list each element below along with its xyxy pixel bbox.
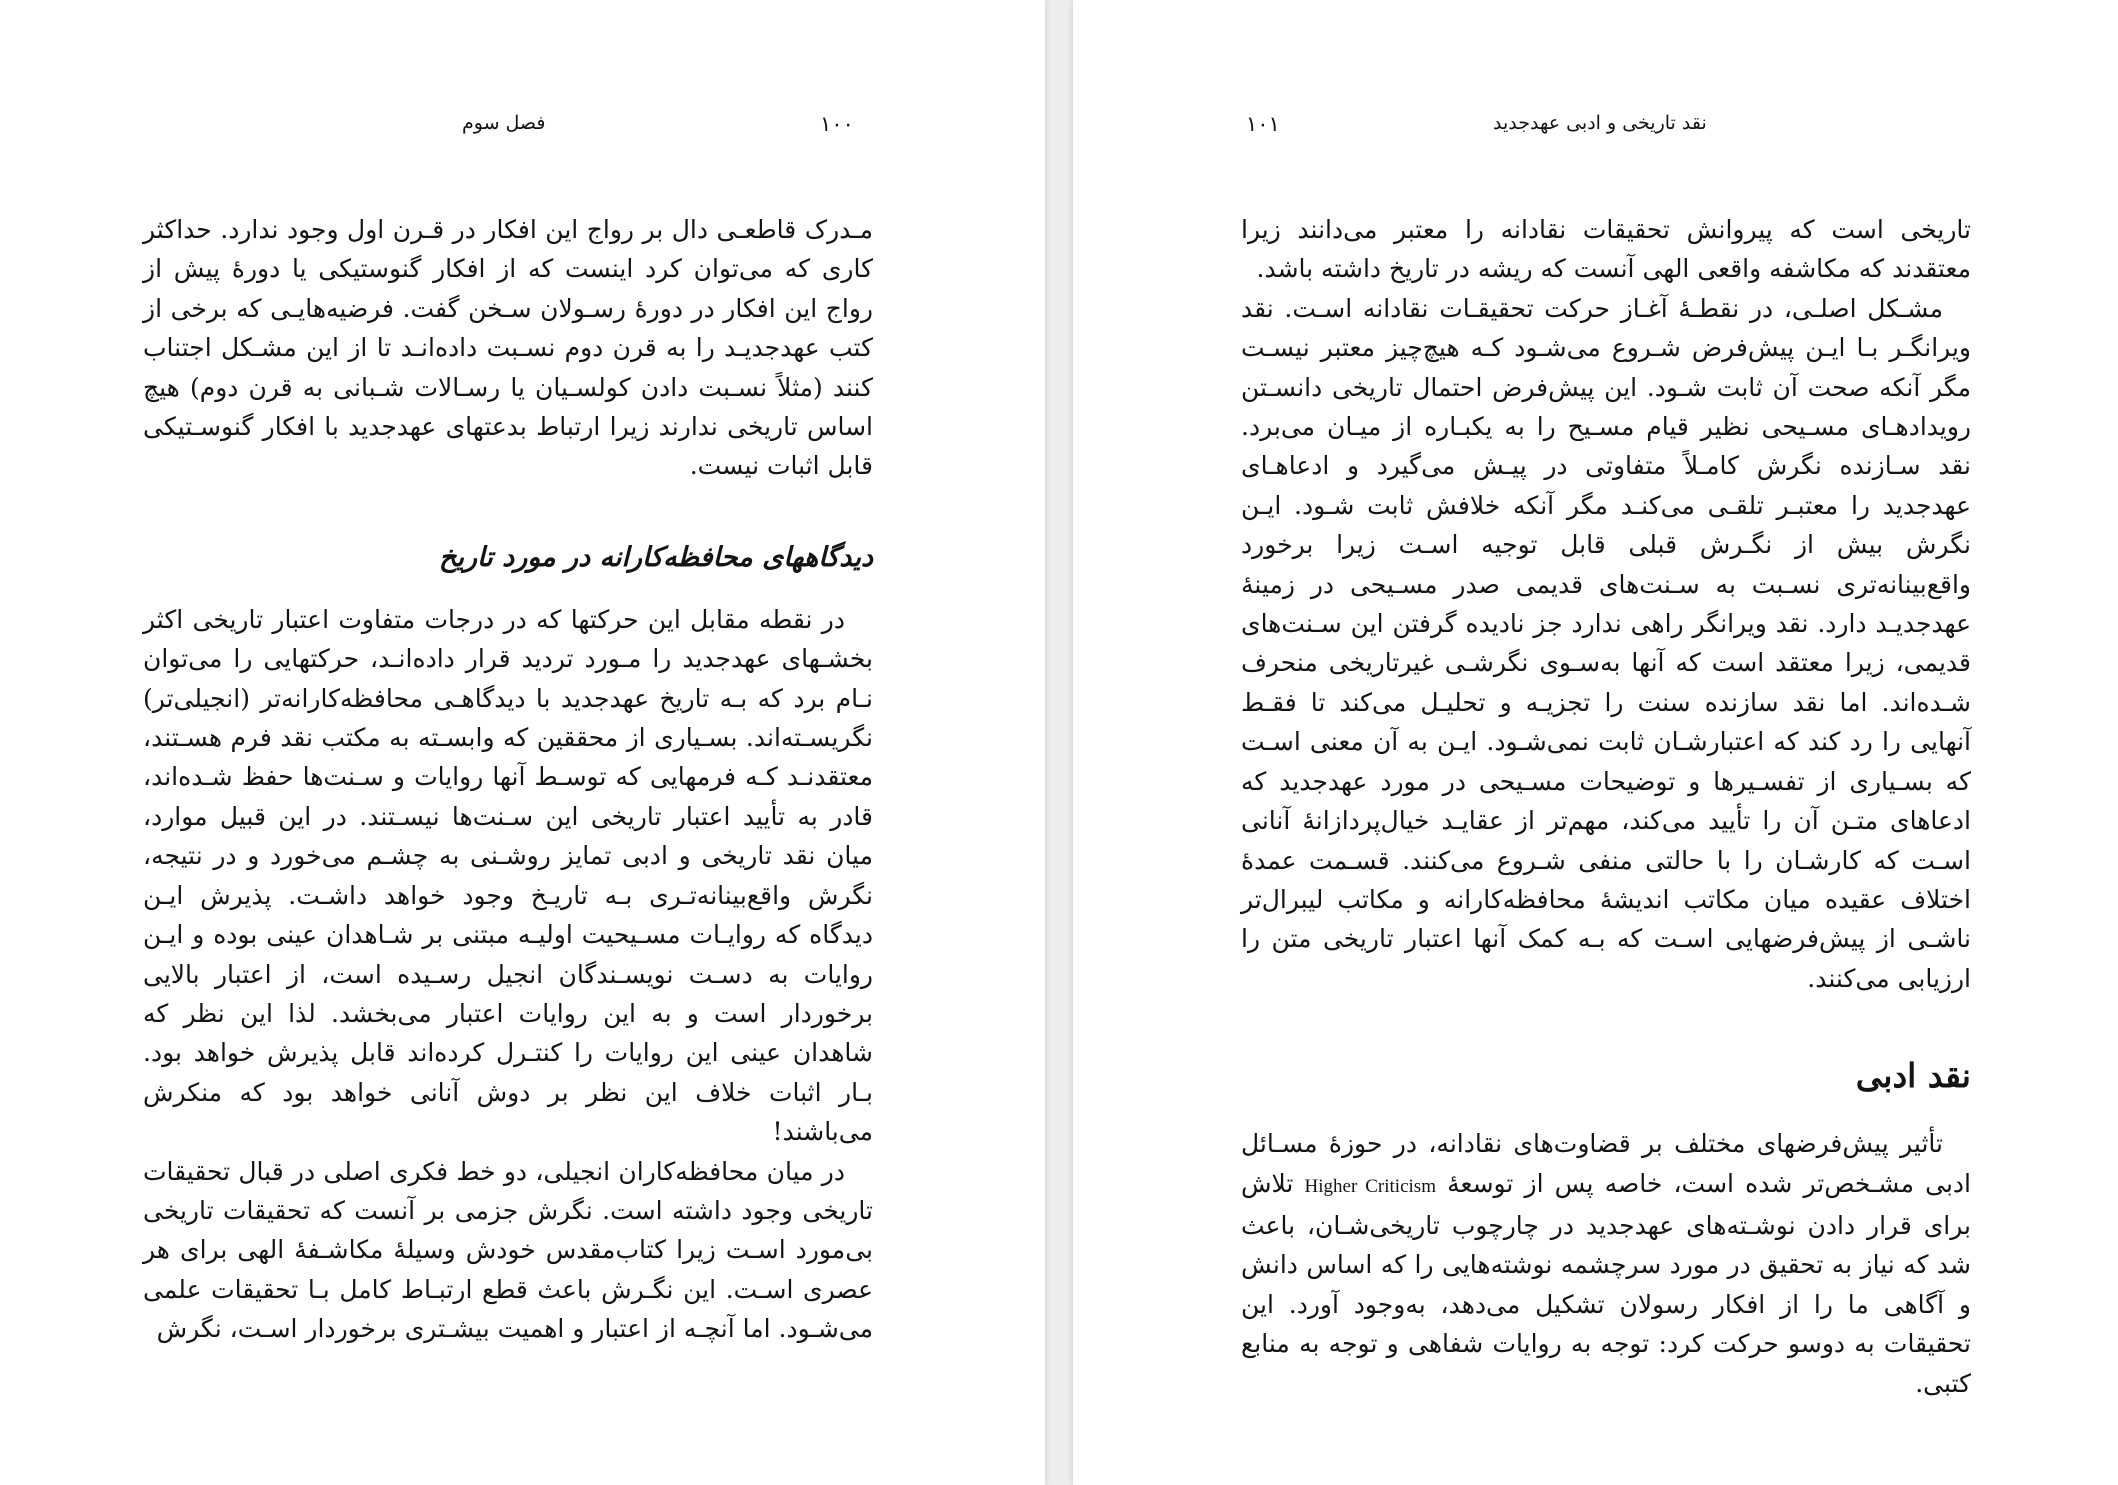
left-page [0, 0, 1045, 1485]
running-title-right: نقد تاریخی و ادبی عهدجدید [1493, 112, 1707, 134]
section-heading-literary-criticism: نقد ادبی [1855, 1056, 1971, 1096]
right-page [1073, 0, 2118, 1485]
running-title-left: فصل سوم [462, 112, 546, 134]
right-paragraph-3-end: تلاش برای قرار دادن نوشـته‌های عهدجدید در چارچوب تاریخی‌شـان، باعث شد که نیاز به تحقیق در مورد سرچشمه نوشته‌هایی را که اساس دانش و آگاهی ما را از افکار رسولان تشکیل می‌دهد، به‌وجود آورد. این تحقیقات به دوسو حرکت کرد: توجه به روایات شفاهی و توجه به منابع کتبی. [1241, 1168, 1971, 1398]
left-paragraph-3: در میان محافظه‌کاران انجیلی، دو خط فکری اصلی در قبال تحقیقات تاریخی وجود داشته است. نگرش جزمی بر آنست که تحقیقات تاریخی بی‌مورد اسـت زیرا کتاب‌مقدس خودش وسیلهٔ مکاشـفهٔ الهی برای هر عصری اسـت. این نگـرش باعث قطع ارتبـاط کامل بـا تحقیقات علمی می‌شـود. اما آنچـه از اعتبار و اهمیت بیشـتری برخوردار اسـت، نگرش [143, 1156, 873, 1344]
higher-criticism-term: Higher Criticism [1304, 1175, 1436, 1197]
left-paragraph-2: در نقطه مقابل این حرکتها که در درجات متفاوت اعتبار تاریخی اکثر بخشـهای عهدجدید را مـورد تردید قرار داده‌انـد، حرکتهایی را می‌توان نـام برد که بـه تاریخ عهدجدید با دیدگاهـی محافظه‌کارانه‌تر (انجیلی‌تر) نگریسـته‌اند. بسـیاری از محققین که وابسـته به مکتب نقد فرم هسـتند، معتقدنـد کـه فرمهایی که توسـط آنها روایات و سـنت‌ها حفظ شـده‌اند، قادر به تأیید اعتبار تاریخی این سـنت‌ها نیسـتند. در این قبیل موارد، میان نقد تاریخی و ادبی تمایز روشـنی به چشـم می‌خورد و در نتیجه، نگرش واقع‌بینانه‌تـری بـه تاریـخ وجود خواهد داشـت. پذیرش ایـن دیدگاه که روایـات مسـیحیت اولیـه مبتنی بر شـاهدان عینی بوده و ایـن روایات به دسـت نویسـندگان انجیل رسـیده است، از اعتبار بالایی برخوردار است و به این روایات اعتبار می‌بخشد. لذا این نظر که شاهدان عینی این روایات را کنتـرل کرده‌اند قابل پذیرش خواهد بود. بـار اثبات خلاف این نظر بر دوش آنانی خواهد بود که منکرش می‌باشند! [143, 604, 873, 1147]
right-paragraph-3-start: تأثیر پیش‌فرضهای مختلف بر قضاوت‌های نقادانه، در حوزهٔ مسـائل ادبی مشـخص‌تر شده است، خاصه پس از توسعهٔ [1241, 1129, 1971, 1198]
right-paragraph-3 [1241, 1124, 1971, 1403]
left-page-body [143, 210, 873, 1349]
page-number-right: ۱۰۱ [1246, 112, 1280, 136]
running-head-right [1073, 112, 2118, 142]
section-heading-conservative: دیدگاههای محافظه‌کارانه در مورد تاریخ [439, 541, 873, 573]
page-number-left: ۱۰۰ [820, 112, 854, 136]
left-intro-paragraph: مـدرک قاطعـی دال بر رواج این افکار در قـرن اول وجود ندارد. حداکثر کاری که می‌توان کرد اینست که از افکار گنوستیکی یا دورهٔ پیش از رواج این افکار در دورهٔ رسـولان سـخن گفت. فرضیه‌هایـی که برخی از کتب عهدجدیـد را به قرن دوم نسـبت داده‌انـد تا از این مشـکل اجتناب کنند (مثلاً نسـبت دادن کولسـیان یا رسـالات شـبانی به قرن دوم) هیچ اساس تاریخی ندارند زیرا ارتباط بدعتهای عهدجدید با افکار گنوسـتیکی قابل اثبات نیست. [143, 215, 873, 481]
right-intro-paragraph: تاریخی است که پیروانش تحقیقات نقادانه را معتبر می‌دانند زیرا معتقدند که مکاشفه واقعی الهی آنست که ریشه در تاریخ داشته باشد. [1241, 215, 1971, 284]
right-page-body [1241, 210, 1971, 1403]
right-paragraph-2: مشـکل اصلـی، در نقطـهٔ آغـاز حرکت تحقیقـات نقادانه اسـت. نقد ویرانگـر بـا ایـن پیش‌فرض شـروع می‌شـود کـه هیچ‌چیز معتبر نیسـت مگر آنکه صحت آن ثابت شـود. این پیش‌فرض احتمال تاریخی دانسـتن رویدادهـای مسـیحی نظیر قیام مسـیح را به یکبـاره از میـان می‌برد. نقد سـازنده نگرش کامـلاً متفاوتی در پیـش می‌گیرد و ادعاهـای عهدجدید را معتبـر تلقـی می‌کنـد مگر آنکه خلافش ثابت شـود. ایـن نگرش بیش از نگـرش قبلی قابل توجیه اسـت زیرا برخورد واقع‌بینانه‌تری نسـبت به سـنت‌های قدیمی صدر مسـیحی در زمینهٔ عهدجدیـد دارد. نقد ویرانگر راهی ندارد جز نادیده گرفتن این سـنت‌های قدیمی، زیرا معتقد است که آنها به‌سـوی نگرشـی غیرتاریخی منحرف شـده‌اند. اما نقد سازنده سنت را تجزیـه و تحلیـل می‌کند تا فقـط آنهایی را رد کند که اعتبارشـان ثابت نمی‌شـود. ایـن به آن معنی اسـت که بسـیاری از تفسـیرها و توضیحات مسـیحی در مورد عهدجدید که ادعاهای متـن آن را تأیید می‌کند، مهم‌تر از عقایـد خیال‌پردازانهٔ آنانی اسـت که کارشـان را با حالتی منفی شـروع می‌کنند. قسـمت عمدهٔ اختلاف عقیده میان مکاتب اندیشهٔ محافظه‌کارانه و مکاتب لیبرال‌تر ناشـی از پیش‌فرضهایی اسـت که بـه کمک آنها اعتبار تاریخی متن را ارزیابی می‌کنند. [1241, 293, 1971, 993]
running-head-left [0, 112, 1045, 142]
